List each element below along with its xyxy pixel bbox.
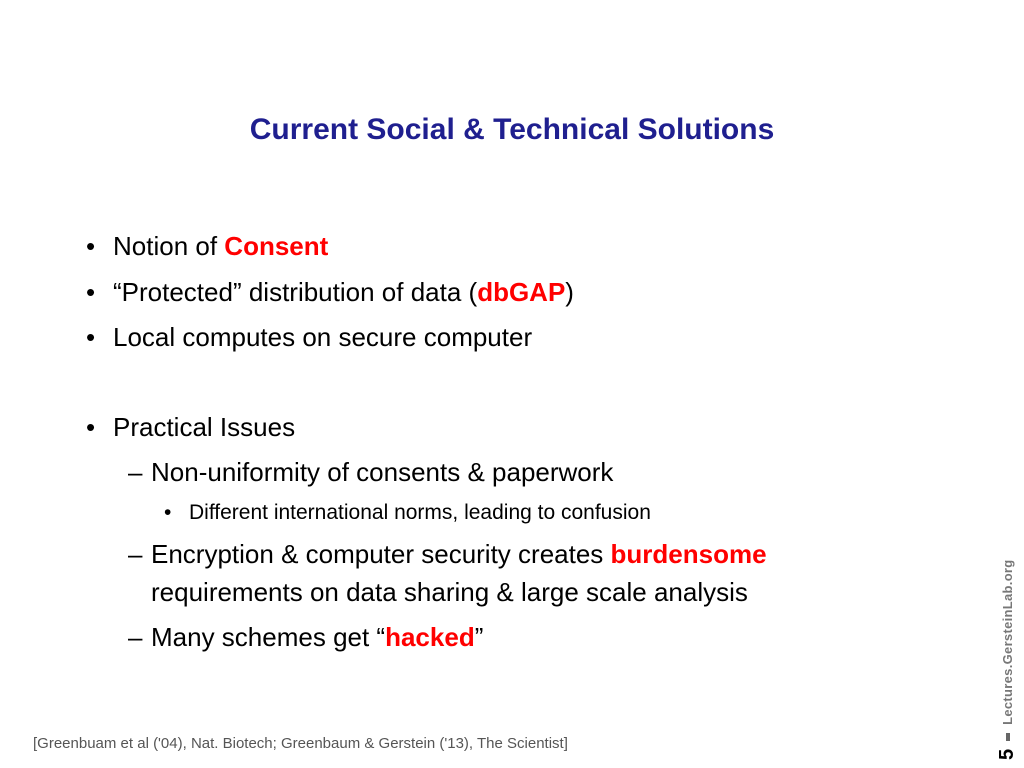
bullet-dot: • (86, 231, 96, 261)
highlight-dbgap: dbGAP (477, 277, 566, 307)
bullet-dot: • (86, 322, 96, 352)
site-label: Lectures.GersteinLab.org (1000, 559, 1015, 725)
slide-footer-vertical (996, 559, 1019, 760)
page-number: 5 (996, 748, 1018, 760)
bullet-local-computes: • Local computes on secure computer (86, 322, 533, 352)
dash-glyph: – (128, 622, 143, 652)
sub-bullet-encryption-line2: requirements on data sharing & large scale analysis (151, 577, 748, 607)
sub-sub-bullet-norms: • Different international norms, leading to confusion (164, 501, 651, 524)
dash-glyph: – (128, 539, 143, 569)
separator-bar (1006, 733, 1010, 741)
sub-bullet-encryption: – Encryption & computer security creates burdensome (128, 535, 767, 573)
bullet-practical-issues: • Practical Issues (86, 412, 296, 442)
bullet-dbgap: • “Protected” distribution of data (dbGAP) (86, 277, 574, 307)
dash-glyph: – (128, 457, 143, 487)
sub-bullet-non-uniformity: – Non-uniformity of consents & paperwork (128, 453, 613, 491)
slide-title: Current Social & Technical Solutions (249, 113, 775, 146)
bullet-dot: • (164, 501, 172, 524)
bullet-dot: • (86, 412, 96, 442)
citation: [Greenbuam et al ('04), Nat. Biotech; Greenbaum & Gerstein ('13), The Scientist] (33, 735, 568, 752)
bullet-dot: • (86, 277, 96, 307)
sub-bullet-hacked: – Many schemes get “hacked” (128, 618, 483, 656)
bullet-consent: • Notion of Consent (86, 231, 329, 261)
highlight-consent: Consent (224, 231, 329, 261)
highlight-burdensome: burdensome (610, 539, 767, 569)
highlight-hacked: hacked (385, 622, 475, 652)
